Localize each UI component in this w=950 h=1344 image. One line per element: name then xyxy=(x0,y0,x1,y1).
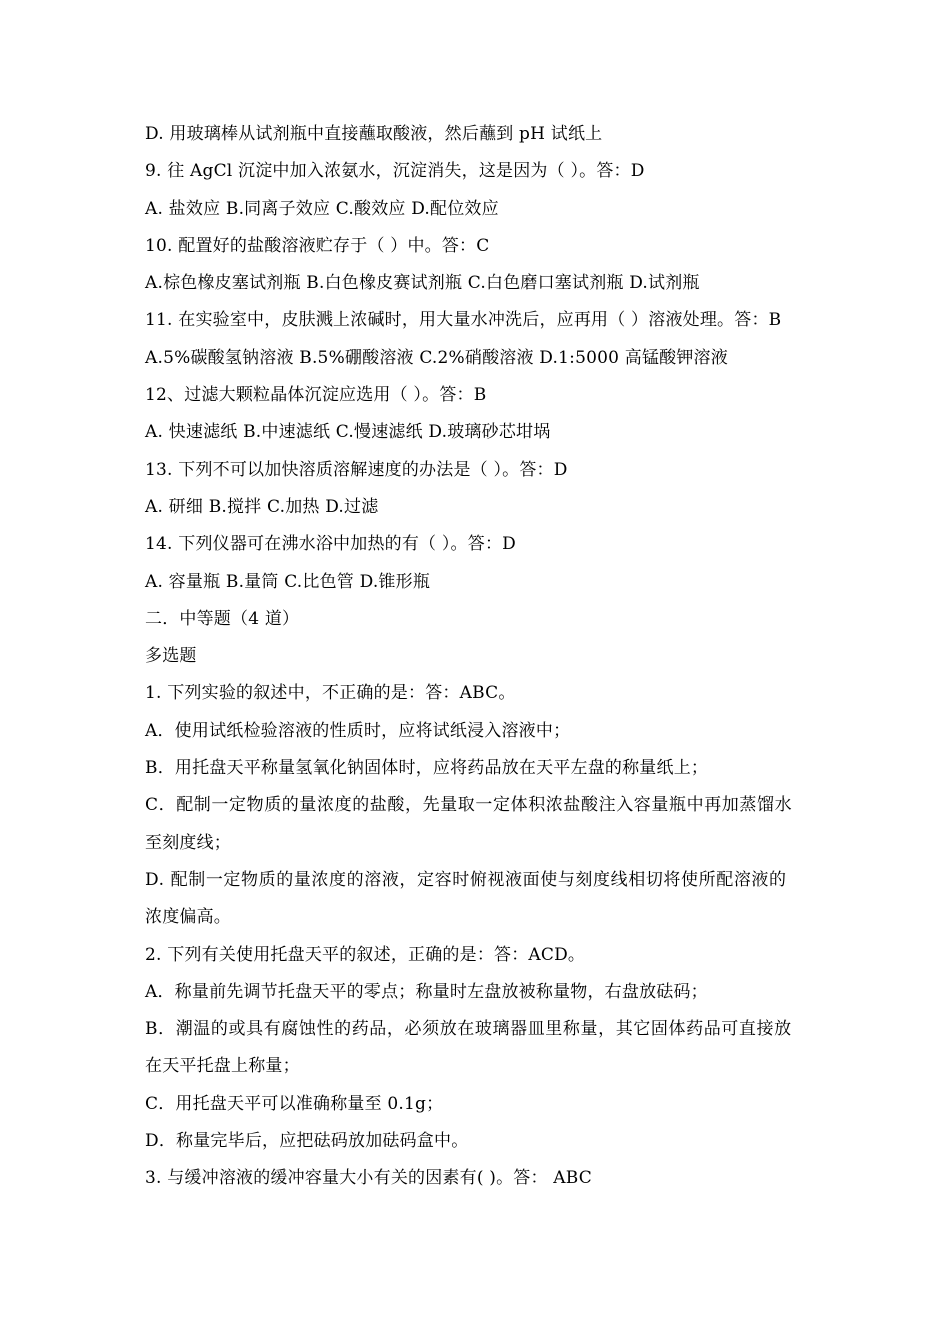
text-line: D. 用玻璃棒从试剂瓶中直接蘸取酸液，然后蘸到 pH 试纸上 xyxy=(145,124,603,144)
mc-question-2-option-c: C．用托盘天平可以准确称量至 0.1g； xyxy=(145,1093,444,1114)
mc-question-1-option-d: D. 配制一定物质的量浓度的溶液，定容时俯视液面使与刻度线相切将使所配溶液的 xyxy=(145,869,787,890)
mc-question-2-option-d: D．称量完毕后，应把砝码放加砝码盒中。 xyxy=(145,1131,469,1152)
mc-question-2-option-a: A．称量前先调节托盘天平的零点；称量时左盘放被称量物，右盘放砝码； xyxy=(145,981,708,1002)
question-12: 12、过滤大颗粒晶体沉淀应选用（ ）。答：B xyxy=(145,385,487,406)
question-14: 14. 下列仪器可在沸水浴中加热的有（ ）。答：D xyxy=(145,534,516,555)
question-14-options: A. 容量瓶 B.量筒 C.比色管 D.锥形瓶 xyxy=(145,571,431,592)
mc-question-1-option-c: C．配制一定物质的量浓度的盐酸，先量取一定体积浓盐酸注入容量瓶中再加蒸馏水 xyxy=(145,795,793,816)
question-13: 13. 下列不可以加快溶质溶解速度的办法是（ ）。答：D xyxy=(145,459,568,480)
question-12-options: A. 快速滤纸 B.中速滤纸 C.慢速滤纸 D.玻璃砂芯坩埚 xyxy=(145,422,551,443)
question-11: 11. 在实验室中，皮肤溅上浓碱时，用大量水冲洗后，应再用（ ）溶液处理。答：B xyxy=(145,310,782,331)
mc-question-1-option-a: A．使用试纸检验溶液的性质时，应将试纸浸入溶液中； xyxy=(145,720,571,741)
question-11-options: A.5%碳酸氢钠溶液 B.5%硼酸溶液 C.2%硝酸溶液 D.1:5000 高锰酸钾溶液 xyxy=(145,347,728,368)
mc-question-3: 3. 与缓冲溶液的缓冲容量大小有关的因素有( )。答： ABC xyxy=(145,1168,592,1189)
question-9: 9. 往 AgCl 沉淀中加入浓氨水，沉淀消失，这是因为（ ）。答：D xyxy=(145,161,645,182)
section-subheading: 多选题 xyxy=(145,646,197,667)
mc-question-2-option-b: B．潮温的或具有腐蚀性的药品，必须放在玻璃器皿里称量，其它固体药品可直接放 xyxy=(145,1019,792,1040)
mc-question-1-option-b: B．用托盘天平称量氢氧化钠固体时，应将药品放在天平左盘的称量纸上； xyxy=(145,758,709,779)
document-body xyxy=(145,116,865,1198)
section-heading: 二．中等题（4 道） xyxy=(145,608,300,629)
question-10-options: A.棕色橡皮塞试剂瓶 B.白色橡皮赛试剂瓶 C.白色磨口塞试剂瓶 D.试剂瓶 xyxy=(145,273,700,294)
mc-question-1: 1. 下列实验的叙述中，不正确的是：答：ABC。 xyxy=(145,683,516,704)
question-13-options: A. 研细 B.搅拌 C.加热 D.过滤 xyxy=(145,496,379,517)
mc-question-1-option-c-cont: 至刻度线； xyxy=(145,832,231,853)
question-9-options: A. 盐效应 B.同离子效应 C.酸效应 D.配位效应 xyxy=(145,198,499,219)
question-10: 10. 配置好的盐酸溶液贮存于（ ）中。答：C xyxy=(145,235,490,256)
mc-question-2: 2. 下列有关使用托盘天平的叙述，正确的是：答：ACD。 xyxy=(145,944,586,965)
mc-question-2-option-b-cont: 在天平托盘上称量； xyxy=(145,1056,300,1077)
mc-question-1-option-d-cont: 浓度偏高。 xyxy=(145,907,231,928)
